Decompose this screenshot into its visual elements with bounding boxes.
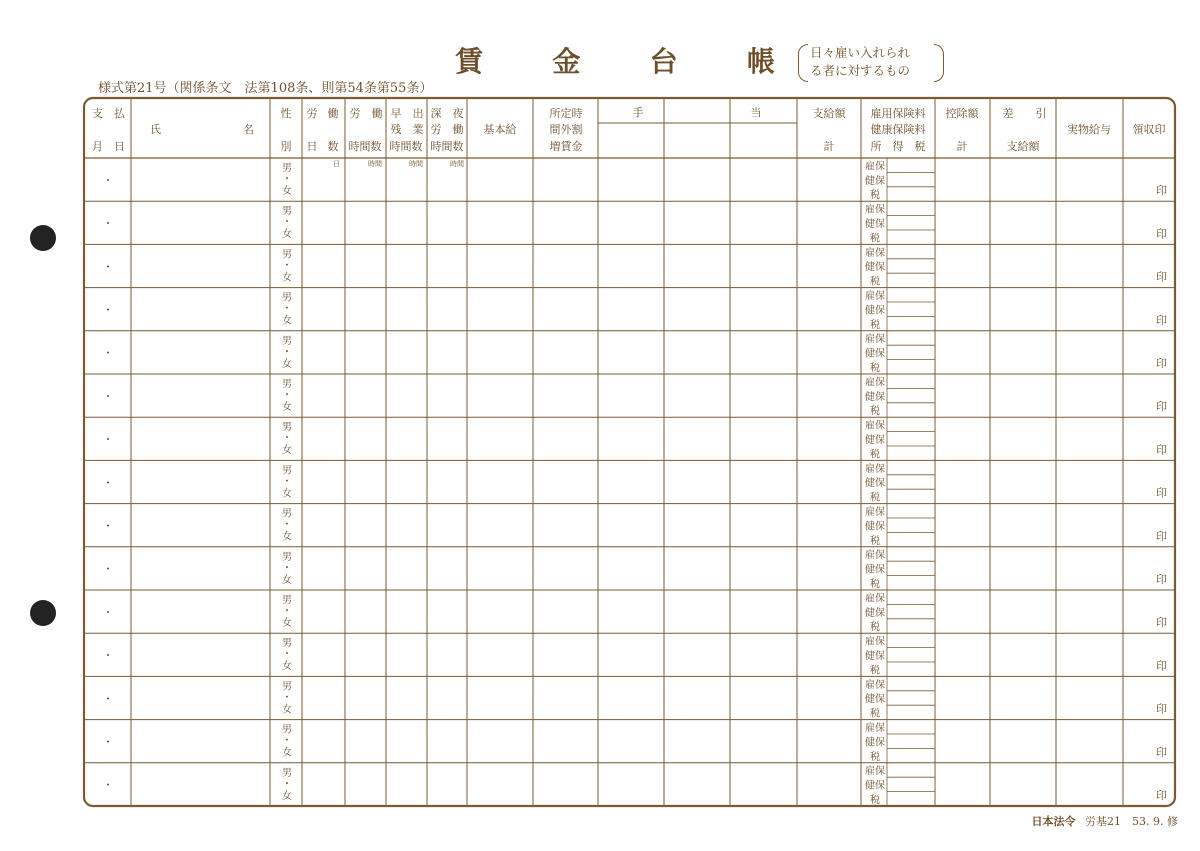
gender-female: 女 — [282, 747, 292, 759]
header-teate: 当 — [750, 106, 762, 119]
header-shiharai: 支 — [92, 107, 103, 120]
gender-female: 女 — [282, 531, 292, 543]
deduction-zei: 税 — [870, 751, 880, 763]
seal-mark: 印 — [1156, 789, 1167, 802]
deduction-kenpo: 健保 — [865, 478, 885, 490]
header-teate: 手 — [632, 106, 644, 119]
table-frame — [84, 98, 1175, 806]
deduction-zei: 税 — [870, 622, 880, 634]
deduction-kenpo: 健保 — [865, 651, 885, 662]
deduction-zei: 税 — [870, 363, 880, 374]
deduction-koho: 雇保 — [865, 291, 885, 302]
gender-male: 男 — [282, 595, 292, 606]
title-char-3: 台 — [649, 45, 678, 78]
title-note-line-1: 日々雇い入れられ — [810, 45, 911, 60]
gender-male: 男 — [282, 638, 292, 650]
gender-dot: ・ — [282, 692, 292, 704]
gender-female: 女 — [282, 402, 292, 413]
gender-dot: ・ — [282, 217, 292, 229]
gender-dot: ・ — [282, 303, 292, 315]
gender-male: 男 — [282, 379, 292, 390]
deduction-koho: 雇保 — [865, 161, 885, 173]
header-tsukihi: 日 — [114, 140, 125, 153]
header-sashihiki: 支給額 — [1006, 140, 1040, 153]
title-char-4: 帳 — [746, 45, 775, 78]
deduction-koho: 雇保 — [865, 550, 885, 562]
deduction-koho: 雇保 — [865, 247, 885, 259]
deduction-koho: 雇保 — [865, 766, 885, 778]
form-number: 様式第21号（関係条文 法第108条、則第54条第55条） — [98, 81, 433, 96]
gender-dot: ・ — [282, 519, 292, 531]
gender-dot: ・ — [282, 476, 292, 488]
date-dot: ・ — [102, 778, 114, 792]
gender-dot: ・ — [282, 649, 292, 661]
seal-mark: 印 — [1156, 184, 1167, 198]
gender-female: 女 — [282, 358, 292, 370]
date-dot: ・ — [102, 346, 114, 360]
header-rodo-jikan: 時間数 — [348, 140, 382, 153]
deduction-kenpo: 健保 — [865, 694, 885, 706]
deduction-kenpo: 健保 — [865, 391, 885, 403]
gender-female: 女 — [282, 488, 292, 500]
deduction-zei: 税 — [870, 708, 880, 720]
gender-male: 男 — [282, 292, 292, 304]
gender-female: 女 — [282, 315, 292, 327]
gender-male: 男 — [282, 551, 292, 563]
seal-mark: 印 — [1156, 702, 1167, 716]
unit-hour: 時間 — [450, 160, 464, 168]
gender-female: 女 — [282, 272, 292, 284]
header-koyo-hoken: 雇用保険料 — [870, 107, 926, 120]
gender-female: 女 — [282, 186, 292, 197]
gender-male: 男 — [282, 767, 292, 779]
seal-mark: 印 — [1156, 529, 1167, 543]
date-dot: ・ — [102, 476, 114, 490]
gender-male: 男 — [282, 163, 292, 174]
deduction-koho: 雇保 — [865, 507, 885, 518]
deduction-koho: 雇保 — [865, 636, 885, 648]
deduction-kenpo: 健保 — [865, 175, 885, 187]
date-dot: ・ — [102, 217, 114, 231]
header-tsukihi: 月 — [92, 140, 103, 153]
seal-mark: 印 — [1156, 486, 1167, 500]
date-dot: ・ — [102, 260, 114, 274]
header-kojogaku: 計 — [956, 140, 968, 153]
unit-hour: 時間 — [368, 160, 382, 168]
header-shinya: 時間数 — [430, 140, 464, 153]
header-kihonkyu: 基本給 — [483, 123, 517, 136]
gender-male: 男 — [282, 249, 292, 261]
deduction-koho: 雇保 — [865, 723, 885, 734]
deduction-kenpo: 健保 — [865, 219, 885, 230]
deduction-zei: 税 — [870, 665, 880, 677]
header-rodo-nissu: 働 — [327, 107, 339, 120]
gender-female: 女 — [282, 661, 292, 673]
header-shoteiji: 増賃金 — [549, 140, 583, 153]
seal-mark: 印 — [1156, 357, 1167, 370]
date-dot: ・ — [102, 735, 114, 749]
deduction-zei: 税 — [870, 406, 880, 418]
gender-female: 女 — [282, 574, 292, 586]
date-dot: ・ — [102, 433, 114, 447]
deduction-kenpo: 健保 — [865, 262, 885, 274]
header-shinya: 労 — [430, 123, 442, 136]
gender-female: 女 — [282, 704, 292, 716]
date-dot: ・ — [102, 519, 114, 533]
header-shinya: 夜 — [452, 107, 464, 120]
gender-dot: ・ — [282, 433, 292, 445]
deduction-zei: 税 — [870, 190, 880, 202]
header-soshutsu: 時間数 — [389, 140, 423, 153]
gender-female: 女 — [282, 229, 292, 241]
deduction-zei: 税 — [870, 535, 880, 547]
gender-male: 男 — [282, 206, 292, 218]
deduction-zei: 税 — [870, 579, 880, 590]
gender-dot: ・ — [282, 562, 292, 574]
header-sashihiki: 引 — [1035, 107, 1047, 120]
footer — [1032, 813, 1178, 829]
gender-male: 男 — [282, 681, 292, 693]
seal-mark: 印 — [1156, 659, 1167, 673]
gender-male: 男 — [282, 465, 292, 477]
header-shikyugaku: 計 — [823, 140, 835, 153]
date-dot: ・ — [102, 649, 114, 663]
gender-female: 女 — [282, 445, 292, 457]
deduction-koho: 雇保 — [865, 420, 885, 432]
deduction-zei: 税 — [870, 276, 880, 288]
deduction-koho: 雇保 — [865, 334, 885, 346]
header-kenko-hoken: 健康保険料 — [870, 123, 926, 136]
header-shinya: 深 — [430, 107, 442, 120]
date-dot: ・ — [102, 562, 114, 576]
header-betsu: 別 — [280, 140, 292, 153]
header-kojogaku: 控除額 — [945, 107, 979, 120]
seal-mark: 印 — [1156, 400, 1167, 414]
header-rodo-jikan: 労 — [349, 107, 361, 120]
header-ryoshuin: 領収印 — [1132, 123, 1166, 136]
deduction-kenpo: 健保 — [865, 305, 885, 317]
header-soshutsu: 出 — [412, 107, 424, 120]
gender-dot: ・ — [282, 778, 292, 790]
header-shikyugaku: 支給額 — [812, 107, 846, 120]
seal-mark: 印 — [1156, 270, 1167, 284]
gender-male: 男 — [282, 724, 292, 736]
header-soshutsu: 早 — [390, 107, 402, 120]
header-rodo-nissu: 数 — [327, 140, 339, 153]
header-shoteiji: 間外割 — [549, 123, 583, 136]
deduction-kenpo: 健保 — [865, 737, 885, 749]
unit-day: 日 — [333, 160, 340, 168]
gender-dot: ・ — [282, 390, 292, 401]
publisher-brand: 日本法令 — [1031, 815, 1076, 828]
form-code: 労基21 53. 9. 修 — [1085, 815, 1178, 828]
gender-dot: ・ — [282, 346, 292, 358]
date-dot: ・ — [102, 605, 114, 619]
seal-mark: 印 — [1156, 313, 1167, 327]
header-rodo-nissu: 労 — [306, 107, 318, 120]
gender-female: 女 — [282, 618, 292, 629]
title-char-2: 金 — [552, 45, 581, 78]
deduction-kenpo: 健保 — [865, 607, 885, 619]
gender-dot: ・ — [282, 606, 292, 617]
deduction-koho: 雇保 — [865, 593, 885, 605]
gender-male: 男 — [282, 335, 292, 347]
date-dot: ・ — [102, 389, 114, 403]
header-rodo-nissu: 日 — [306, 140, 318, 153]
deduction-zei: 税 — [870, 795, 880, 806]
gender-dot: ・ — [282, 174, 292, 185]
header-shoteiji: 所定時 — [549, 107, 583, 120]
deduction-kenpo: 健保 — [865, 564, 885, 576]
deduction-koho: 雇保 — [865, 204, 885, 216]
header-shotokuzei: 所 得 税 — [870, 140, 926, 153]
header-soshutsu: 業 — [412, 123, 424, 136]
title-char-1: 賃 — [455, 45, 484, 78]
gender-dot: ・ — [282, 735, 292, 747]
header-shinya: 働 — [452, 123, 464, 136]
gender-male: 男 — [282, 508, 292, 520]
seal-mark: 印 — [1156, 227, 1167, 241]
date-dot: ・ — [102, 303, 114, 317]
seal-mark: 印 — [1156, 616, 1167, 630]
header-shiharai: 払 — [114, 107, 125, 120]
gender-male: 男 — [282, 422, 292, 434]
seal-mark: 印 — [1156, 573, 1167, 586]
deduction-kenpo: 健保 — [865, 521, 885, 533]
deduction-kenpo: 健保 — [865, 780, 885, 792]
seal-mark: 印 — [1156, 443, 1167, 457]
deduction-koho: 雇保 — [865, 463, 885, 475]
header-genbutsu: 実物給与 — [1067, 123, 1111, 136]
deduction-koho: 雇保 — [865, 679, 885, 691]
seal-mark: 印 — [1156, 745, 1167, 759]
gender-dot: ・ — [282, 260, 292, 272]
deduction-kenpo: 健保 — [865, 435, 885, 446]
title-note-line-2: る者に対するもの — [810, 63, 911, 78]
header-rodo-jikan: 働 — [371, 107, 383, 120]
date-dot: ・ — [102, 173, 114, 187]
deduction-zei: 税 — [870, 492, 880, 504]
header-soshutsu: 残 — [390, 123, 402, 136]
gender-female: 女 — [282, 790, 292, 802]
header-sashihiki: 差 — [1002, 107, 1014, 120]
date-dot: ・ — [102, 692, 114, 706]
header-shimei: 名 — [243, 123, 254, 136]
deduction-zei: 税 — [870, 233, 880, 245]
deduction-zei: 税 — [870, 449, 880, 461]
header-sei: 性 — [280, 107, 292, 120]
deduction-koho: 雇保 — [865, 377, 885, 389]
deduction-kenpo: 健保 — [865, 348, 885, 360]
deduction-zei: 税 — [870, 319, 880, 331]
unit-hour: 時間 — [409, 160, 423, 168]
header-shimei: 氏 — [150, 123, 161, 136]
